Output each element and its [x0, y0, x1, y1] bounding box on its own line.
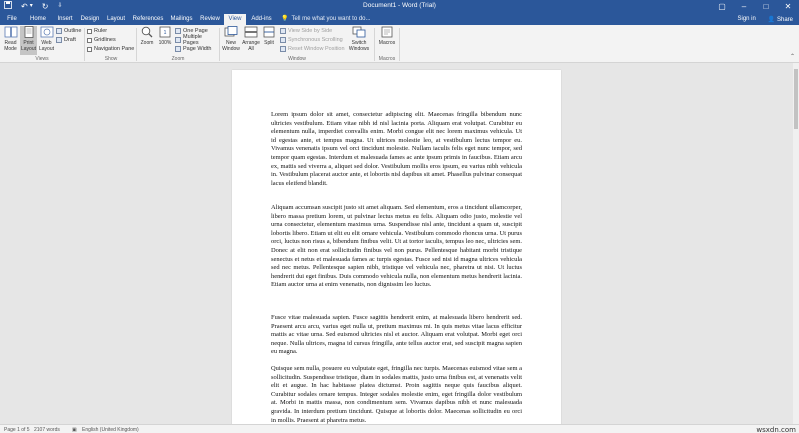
outline-icon: [56, 28, 62, 34]
maximize-icon[interactable]: □: [763, 2, 769, 11]
new-window-button[interactable]: [221, 26, 241, 55]
hundred-percent-icon: [158, 26, 172, 38]
web-layout-button[interactable]: [38, 26, 55, 55]
ribbon-display-options-icon[interactable]: ▢: [718, 2, 726, 11]
page-width-label: Page Width: [183, 46, 212, 52]
new-window-icon: [224, 26, 238, 38]
tell-me-search[interactable]: [281, 13, 371, 25]
print-layout-label: Print Layout: [20, 40, 36, 52]
zoom-group-label: Zoom: [171, 56, 185, 62]
navigation-pane-label: Navigation Pane: [94, 46, 135, 52]
draft-button[interactable]: [56, 36, 76, 44]
views-group: [0, 25, 84, 63]
tab-file[interactable]: File: [7, 16, 17, 22]
page-width-icon: [175, 46, 181, 52]
window-controls: [711, 0, 799, 13]
close-icon[interactable]: ✕: [784, 2, 792, 11]
minimize-icon[interactable]: –: [741, 2, 747, 11]
web-layout-label: Web Layout: [38, 40, 54, 52]
split-label: Split: [264, 40, 274, 46]
multiple-pages-label: Multiple Pages: [183, 34, 202, 46]
account-area: [737, 13, 793, 25]
ruler-checkbox[interactable]: [87, 27, 107, 35]
read-mode-button[interactable]: [2, 26, 19, 55]
switch-windows-button[interactable]: [348, 26, 370, 55]
switch-windows-label: Switch Windows: [348, 40, 370, 52]
multiple-pages-icon: [175, 37, 181, 43]
one-page-icon: [175, 28, 181, 34]
share-button[interactable]: [768, 16, 793, 23]
view-side-by-side-icon: [280, 28, 286, 34]
draft-label: Draft: [64, 37, 76, 43]
arrange-all-icon: [244, 26, 258, 38]
outline-button[interactable]: [56, 27, 81, 35]
gridlines-checkbox[interactable]: [87, 36, 116, 44]
page-count[interactable]: Page 1 of 5: [4, 427, 30, 433]
split-button[interactable]: [261, 26, 277, 55]
title-bar: [0, 0, 799, 13]
redo-icon[interactable]: ↻: [41, 2, 49, 11]
window-group: [220, 25, 374, 63]
document-page[interactable]: [232, 70, 561, 424]
reset-window-position-label: Reset Window Position: [288, 46, 345, 52]
share-label: Share: [776, 16, 793, 23]
read-mode-label: Read Mode: [4, 40, 17, 52]
group-divider: [399, 28, 400, 61]
ruler-checkbox-box: [87, 29, 92, 34]
ruler-label: Ruler: [94, 28, 108, 34]
svg-text:1: 1: [163, 30, 167, 36]
tab-insert[interactable]: Insert: [57, 16, 73, 22]
customize-qat-icon[interactable]: ⇩: [57, 3, 63, 9]
synchronous-scrolling-icon: [280, 37, 286, 43]
reset-window-position-icon: [280, 46, 286, 52]
reset-window-position-button[interactable]: [280, 45, 345, 53]
web-layout-icon: [40, 26, 54, 38]
tab-mailings[interactable]: Mailings: [170, 16, 193, 22]
tell-me-placeholder: Tell me what you want to do...: [291, 16, 371, 22]
arrange-all-label: Arrange All: [242, 40, 260, 52]
tab-view[interactable]: View: [224, 14, 246, 25]
zoom-label: Zoom: [140, 40, 154, 46]
view-side-by-side-label: View Side by Side: [288, 28, 333, 34]
paragraph[interactable]: Fusce vitae malesuada sapien. Fusce sagittis hendrerit enim, at malesuada libero hendrerit sed. Praesent arcu arcu, varius eget nulla ut, pretium maximus mi. In quis metus vitae lacus efficitur mattis ac vitae urna. Sed euismod ultricies nisl et auctor. Aliquam erat volutpat. Morbi eget orci neque. Nulla ultrices, magna id cursus fringilla, ante tellus auctor erat, sed suscipit magna sapien eu magna.: [271, 314, 522, 356]
tab-references[interactable]: References: [132, 16, 164, 22]
zoom-group: [137, 25, 219, 63]
view-side-by-side-button[interactable]: [280, 27, 332, 35]
multiple-pages-button[interactable]: [175, 36, 219, 44]
ribbon-tab-bar: [0, 13, 799, 25]
split-icon: [262, 26, 276, 38]
watermark: wsxdn.com: [756, 426, 796, 433]
document-canvas: [0, 63, 793, 424]
switch-windows-icon: [352, 26, 366, 38]
draft-icon: [56, 37, 62, 43]
zoom-100-label: 100%: [158, 40, 172, 46]
status-bar: [0, 424, 799, 433]
share-icon: 👤: [767, 16, 777, 23]
tab-layout[interactable]: Layout: [106, 16, 125, 22]
paragraph[interactable]: Aliquam accumsan suscipit justo sit amet aliquam. Sed elementum, eros a tincidunt ullamcorper, libero massa pretium lorem, ut pulvinar lectus metus eu felis. Aliquam odio justo, molestie vel urna consectetur, elementum maximus urna. Suspendisse nisl ante, tincidunt a quam ut, suscipit lobortis libero. Etiam ut elit eu elit ornare vehicula. Vestibulum commodo rhoncus urna. Ut purus orci, luctus non risus a, bibendum finibus velit. Ut at tortor iaculis, tempus leo nec, ultricies sem. Donec at elit non erat sollicitudin finibus vel non purus. Pellentesque habitant morbi tristique senectus et netus et malesuada fames ac turpis egestas. Fusce sed nisi id magna ultrices vehicula sed nec metus. Pellentesque sapien nibh, tristique vel vehicula nec, pharetra ut nisi. Ut luctus hendrerit dui eget finibus. Duis commodo vehicula nulla, non elementum metus hendrerit lacinia. Etiam auctor urna at enim venenatis, non dignissim leo luctus.: [271, 204, 522, 289]
gridlines-checkbox-box: [87, 38, 92, 43]
show-group: [85, 25, 137, 63]
arrange-all-button[interactable]: [242, 26, 260, 55]
macros-icon: [380, 26, 394, 38]
print-layout-icon: [22, 26, 36, 38]
macros-group-label: Macros: [378, 56, 396, 62]
language-indicator[interactable]: English (United Kingdom): [82, 427, 139, 433]
tab-add-ins[interactable]: Add-ins: [251, 16, 272, 22]
show-group-label: Show: [104, 56, 118, 62]
lightbulb-icon: 💡: [281, 16, 289, 22]
new-window-label: New Window: [222, 40, 240, 52]
collapse-ribbon-icon[interactable]: ⌃: [789, 54, 795, 60]
read-mode-icon: [4, 26, 18, 38]
window-group-label: Window: [288, 56, 306, 62]
tab-design[interactable]: Design: [80, 16, 100, 22]
scrollbar-thumb[interactable]: [794, 69, 798, 129]
zoom-button[interactable]: [138, 26, 156, 55]
synchronous-scrolling-button[interactable]: [280, 36, 343, 44]
window-title: Document1 - Word (Trial): [363, 2, 436, 9]
undo-icon[interactable]: ↶: [21, 2, 28, 11]
navigation-pane-checkbox[interactable]: [87, 45, 134, 53]
one-page-label: One Page: [183, 28, 208, 34]
gridlines-label: Gridlines: [94, 37, 116, 43]
macros-button[interactable]: [376, 26, 398, 55]
proofing-icon[interactable]: ▣: [72, 427, 77, 433]
navigation-pane-checkbox-box: [87, 47, 92, 52]
paragraph[interactable]: Quisque sem nulla, posuere eu vulputate eget, fringilla nec turpis. Maecenas euismod vitae sem a sollicitudin. Suspendisse tristique, diam in sodales mattis, justo urna finibus est, at venenatis velit elit et augue. In hac habitasse platea dictumst. Proin sagittis neque quis faucibus aliquet. Curabitur sodales ornare tempus. Integer sodales molestie enim, eget fringilla dolor vestibulum at. Morbi in mattis massa, non condimentum sem. Vivamus dapibus nibh et nunc malesuada gravida. In interdum pretium tincidunt. Quisque at lobortis dolor. Maecenas sollicitudin eu orci in mollis. Praesent at pharetra metus.: [271, 365, 522, 424]
macros-label: Macros: [378, 40, 396, 46]
page-width-button[interactable]: [175, 45, 211, 53]
tab-home[interactable]: Home: [29, 16, 46, 22]
sign-in-link[interactable]: Sign in: [737, 16, 756, 22]
ribbon-view: [0, 25, 799, 63]
zoom-100-button[interactable]: [157, 26, 173, 55]
paragraph[interactable]: Lorem ipsum dolor sit amet, consectetur adipiscing elit. Maecenas fringilla bibendum nunc ultricies vestibulum. Etiam vitae nibh id nisl lacinia porta. Aliquam erat volutpat. Curabitur eu elementum nulla, imperdiet convallis enim. Morbi congue elit nec lorem maximus vehicula. Ut id egestas ante, et tempus magna. Ut ultrices molestie leo, at vestibulum lectus tempor eu. Vivamus venenatis ipsum vel orci tincidunt molestie. Nullam iaculis felis eget nunc tempor, sed tempor quam egestas. Interdum et malesuada fames ac ante ipsum primis in faucibus. Etiam arcu ex, mattis sed viverra a, aliquet sed dolor. Vestibulum mollis eros ipsum, eu varius nibh vehicula in. Vestibulum placerat auctor ante, et lobortis nisl dapibus sit amet. Phasellus pulvinar consequat lacus eleifend blandit.: [271, 111, 522, 187]
vertical-scrollbar[interactable]: [793, 63, 799, 424]
word-count[interactable]: 2107 words: [34, 427, 60, 433]
tab-review[interactable]: Review: [200, 16, 220, 22]
outline-label: Outline: [64, 28, 82, 34]
print-layout-button[interactable]: [20, 26, 37, 55]
views-group-label: Views: [35, 56, 49, 62]
synchronous-scrolling-label: Synchronous Scrolling: [288, 37, 343, 43]
macros-group: [375, 25, 399, 63]
magnifier-icon: [140, 26, 154, 38]
undo-dropdown-icon[interactable]: ▾: [29, 3, 33, 9]
